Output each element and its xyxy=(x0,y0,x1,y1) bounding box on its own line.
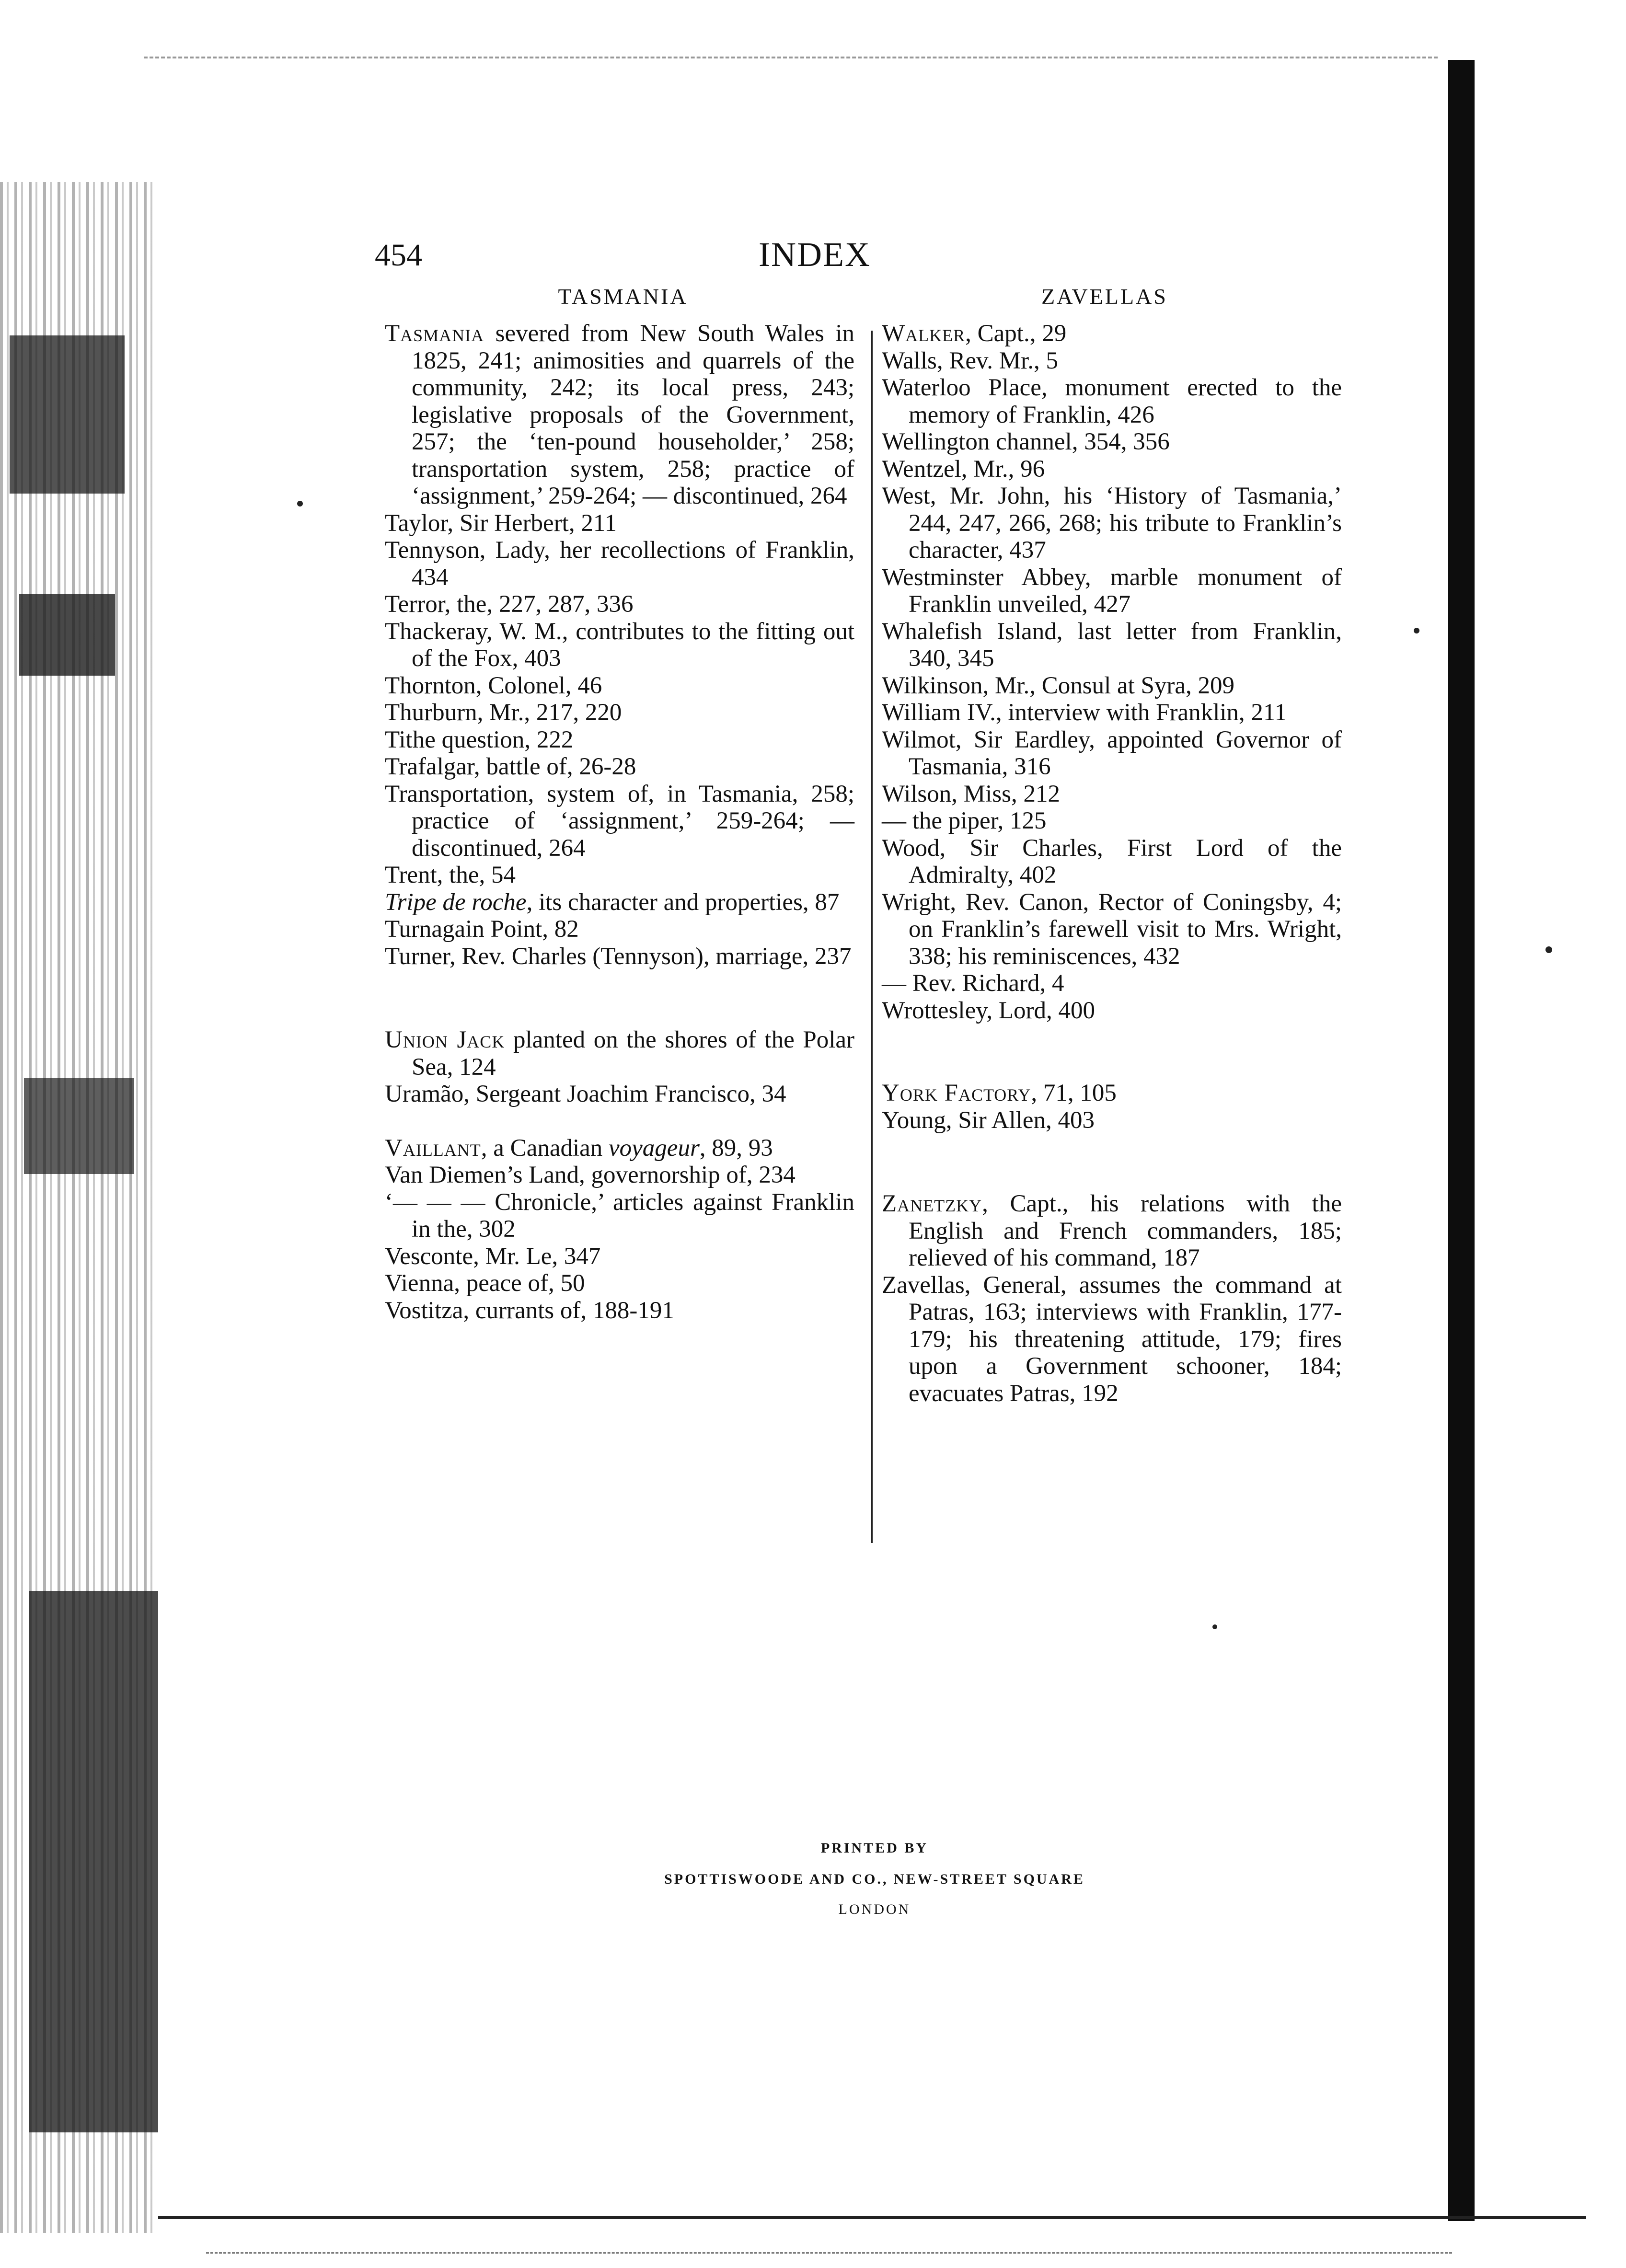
scan-speck xyxy=(1212,1624,1217,1629)
running-head-left: TASMANIA xyxy=(558,284,688,309)
index-entry: Vesconte, Mr. Le, 347 xyxy=(385,1243,601,1270)
entry-text: , a Canadian xyxy=(481,1134,609,1162)
index-entry: Wilkinson, Mr., Consul at Syra, 209 xyxy=(882,672,1235,699)
index-entry: Tennyson, Lady, her recollections of Franklin, 434 xyxy=(385,537,854,591)
scan-margin-block xyxy=(19,594,115,676)
entry-head: York Factory xyxy=(882,1080,1031,1106)
entry-head: Walker xyxy=(882,320,966,347)
entry-text: , Capt., 29 xyxy=(965,320,1067,347)
index-entry xyxy=(385,1026,854,1081)
entry-italic: voyageur xyxy=(609,1134,700,1162)
index-entry: Whalefish Island, last letter from Franklin, 340, 345 xyxy=(882,618,1342,672)
index-entry: West, Mr. John, his ‘History of Tasmania,’ 244, 247, 266, 268; his tribute to Franklin’s character, 437 xyxy=(882,483,1342,564)
index-entry: Wright, Rev. Canon, Rector of Coningsby, 4; on Franklin’s farewell visit to Mrs. Wright, 338; his reminiscences, 432 xyxy=(882,888,1342,970)
index-entry: Vienna, peace of, 50 xyxy=(385,1270,585,1297)
page-number: 454 xyxy=(375,238,422,273)
entry-head-italic: Tripe de roche xyxy=(385,888,527,916)
index-entry xyxy=(882,1190,1342,1272)
entry-text: severed from New South Wales in 1825, 241; animosities and quarrels of the community, 242; its local press, 243; legislative proposals of the Government, 257; the ‘ten-pound householder,’ 258; transportation system, 258; practice of ‘assignment,’ 259-264; — discontinued, 264 xyxy=(412,320,854,509)
scan-speck xyxy=(1414,628,1419,633)
imprint-printed-by: PRINTED BY xyxy=(820,1840,929,1856)
index-entry: Wood, Sir Charles, First Lord of the Admiralty, 402 xyxy=(882,834,1342,888)
letter-gap xyxy=(385,1108,854,1135)
index-entry: Trafalgar, battle of, 26-28 xyxy=(385,753,636,780)
index-entry xyxy=(385,1135,854,1162)
index-column-left xyxy=(385,320,854,1324)
index-entry: Trent, the, 54 xyxy=(385,862,516,888)
scan-margin-block xyxy=(10,335,125,494)
scan-margin-block xyxy=(24,1078,134,1174)
scan-bottom-edge xyxy=(158,2216,1586,2219)
scan-top-edge xyxy=(144,57,1438,60)
scan-bottom-edge-faint xyxy=(206,2252,1452,2255)
letter-gap xyxy=(882,1134,1342,1190)
index-column-right xyxy=(882,320,1342,1407)
index-entry: ‘— — — Chronicle,’ articles against Franklin in the, 302 xyxy=(385,1188,854,1243)
index-entry: Thurburn, Mr., 217, 220 xyxy=(385,699,622,726)
index-entry: Turnagain Point, 82 xyxy=(385,916,579,943)
index-entry: Wilmot, Sir Eardley, appointed Governor of Tasmania, 316 xyxy=(882,726,1342,780)
index-entry: Vostitza, currants of, 188-191 xyxy=(385,1297,674,1324)
index-entry: Wentzel, Mr., 96 xyxy=(882,455,1045,483)
index-entry: Thornton, Colonel, 46 xyxy=(385,672,602,699)
index-entry: Young, Sir Allen, 403 xyxy=(882,1106,1095,1134)
index-entry: Waterloo Place, monument erected to the memory of Franklin, 426 xyxy=(882,374,1342,428)
index-entry: Wellington channel, 354, 356 xyxy=(882,428,1170,455)
index-entry: Thackeray, W. M., contributes to the fitting out of the Fox, 403 xyxy=(385,618,854,672)
entry-text: planted on the shores of the Polar Sea, 124 xyxy=(412,1026,854,1081)
index-entry: Terror, the, 227, 287, 336 xyxy=(385,591,634,618)
entry-text: , 71, 105 xyxy=(1031,1080,1117,1106)
entry-head: Tasmania xyxy=(385,320,484,347)
imprint-city: LONDON xyxy=(838,1901,911,1917)
entry-text: , 89, 93 xyxy=(699,1134,773,1162)
index-entry: Tithe question, 222 xyxy=(385,726,574,753)
entry-head: Vaillant xyxy=(385,1134,481,1162)
index-entry: Transportation, system of, in Tasmania, 258; practice of ‘assignment,’ 259-264; — discontinued, 264 xyxy=(385,780,854,862)
index-entry xyxy=(385,320,854,510)
entry-head: Union Jack xyxy=(385,1026,505,1053)
page-title: INDEX xyxy=(759,235,871,274)
index-entry: William IV., interview with Franklin, 211 xyxy=(882,699,1287,726)
imprint-printer: SPOTTISWOODE AND CO., NEW-STREET SQUARE xyxy=(664,1871,1085,1887)
index-entry: Uramão, Sergeant Joachim Francisco, 34 xyxy=(385,1081,786,1107)
index-entry: — Rev. Richard, 4 xyxy=(882,970,1064,997)
index-entry: Van Diemen’s Land, governorship of, 234 xyxy=(385,1162,796,1188)
index-entry: Taylor, Sir Herbert, 211 xyxy=(385,509,617,537)
scan-speck xyxy=(297,501,303,507)
index-entry xyxy=(385,889,854,916)
scan-margin-block xyxy=(29,1591,158,2132)
entry-head: Zanetzky xyxy=(882,1190,982,1217)
index-entry: Wilson, Miss, 212 xyxy=(882,780,1060,807)
column-divider xyxy=(871,331,873,1543)
index-entry xyxy=(882,320,1342,347)
index-entry: — the piper, 125 xyxy=(882,807,1047,834)
entry-text: , its character and properties, 87 xyxy=(526,888,840,916)
index-entry: Zavellas, General, assumes the command at Patras, 163; interviews with Franklin, 177-179; his threatening attitude, 179; fires upon a Government schooner, 184; evacuates Patras, 192 xyxy=(882,1271,1342,1407)
scan-speck xyxy=(1545,946,1552,953)
index-entry: Wrottesley, Lord, 400 xyxy=(882,997,1096,1024)
entry-text: , Capt., his relations with the English and French commanders, 185; relieved of his command, 187 xyxy=(909,1190,1342,1271)
index-entry: Walls, Rev. Mr., 5 xyxy=(882,347,1058,374)
letter-gap xyxy=(882,1024,1342,1080)
letter-gap xyxy=(385,970,854,1026)
running-head-right: ZAVELLAS xyxy=(1041,284,1168,309)
index-entry xyxy=(882,1080,1342,1107)
index-entry: Turner, Rev. Charles (Tennyson), marriage, 237 xyxy=(385,943,852,970)
index-entry: Westminster Abbey, marble monument of Franklin unveiled, 427 xyxy=(882,564,1342,618)
scan-right-edge xyxy=(1448,60,1475,2221)
